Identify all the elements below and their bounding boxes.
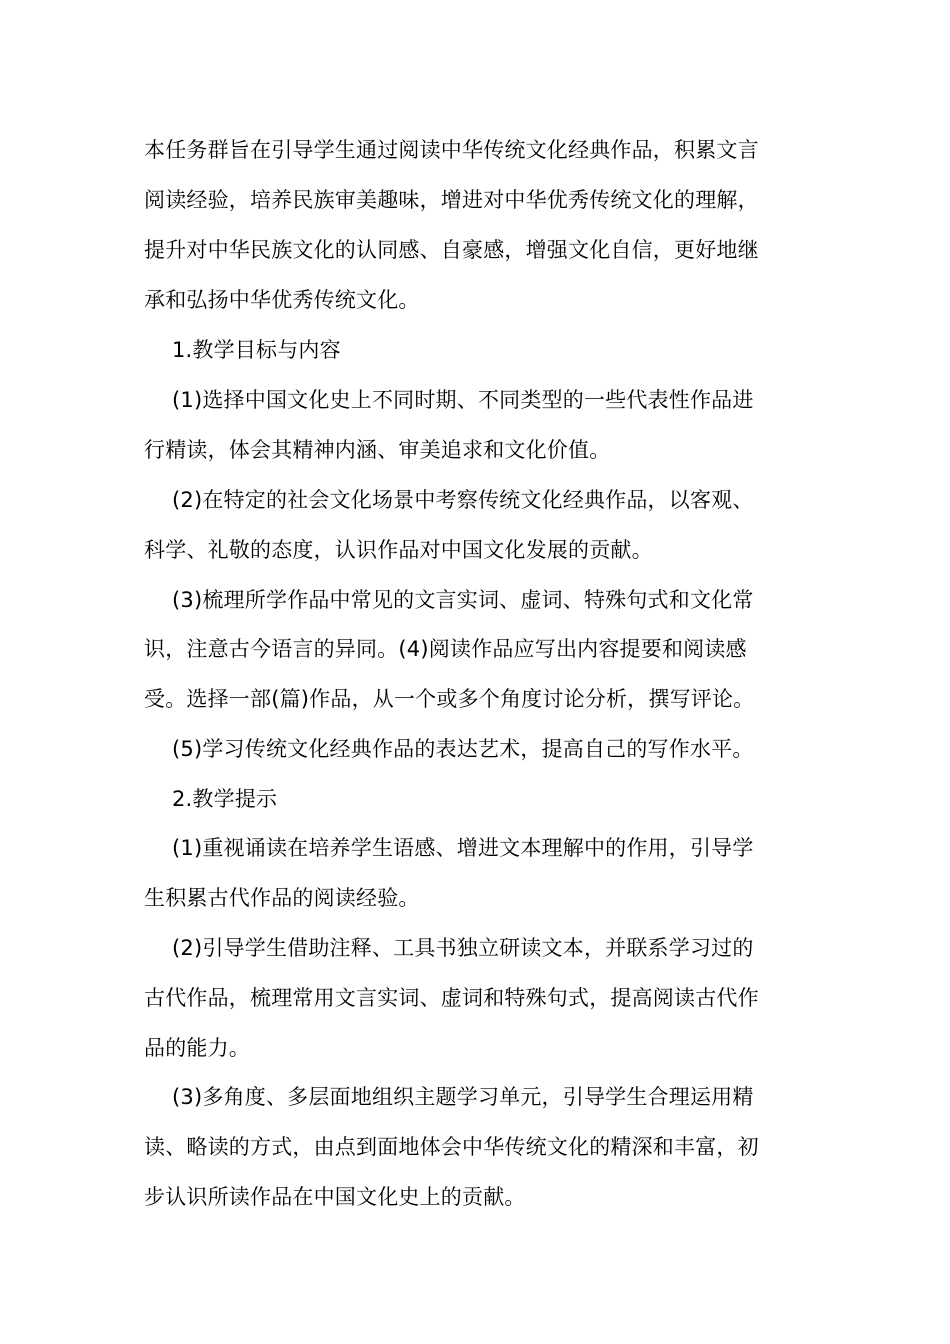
paragraph-line: 阅读经验，培养民族审美趣味，增进对中华优秀传统文化的理解， xyxy=(144,188,759,212)
paragraph-line: 古代作品，梳理常用文言实词、虚词和特殊句式，提高阅读古代作 xyxy=(144,986,759,1010)
paragraph-line: (2)引导学生借助注释、工具书独立研读文本，并联系学习过的 xyxy=(172,936,754,960)
paragraph-line: 本任务群旨在引导学生通过阅读中华传统文化经典作品，积累文言 xyxy=(144,138,759,162)
paragraph-line: 品的能力。 xyxy=(144,1036,250,1060)
paragraph-line: 识，注意古今语言的异同。(4)阅读作品应写出内容提要和阅读感 xyxy=(144,637,747,661)
paragraph-line: (1)重视诵读在培养学生语感、增进文本理解中的作用，引导学 xyxy=(172,836,754,860)
paragraph-line: (5)学习传统文化经典作品的表达艺术，提高自己的写作水平。 xyxy=(172,737,754,761)
paragraph-line: 生积累古代作品的阅读经验。 xyxy=(144,886,420,910)
paragraph-line: 承和弘扬中华优秀传统文化。 xyxy=(144,288,420,312)
paragraph-line: 行精读，体会其精神内涵、审美追求和文化价值。 xyxy=(144,438,611,462)
paragraph-line: (3)多角度、多层面地组织主题学习单元，引导学生合理运用精 xyxy=(172,1085,754,1109)
paragraph-line: 步认识所读作品在中国文化史上的贡献。 xyxy=(144,1185,526,1209)
paragraph-line: (3)梳理所学作品中常见的文言实词、虚词、特殊句式和文化常 xyxy=(172,588,754,612)
section-heading: 2.教学提示 xyxy=(172,787,278,811)
paragraph-line: 受。选择一部(篇)作品，从一个或多个角度讨论分析，撰写评论。 xyxy=(144,687,755,711)
paragraph-line: 读、略读的方式，由点到面地体会中华传统文化的精深和丰富，初 xyxy=(144,1135,759,1159)
paragraph-line: 提升对中华民族文化的认同感、自豪感，增强文化自信，更好地继 xyxy=(144,238,759,262)
paragraph-line: 科学、礼敬的态度，认识作品对中国文化发展的贡献。 xyxy=(144,538,653,562)
section-heading: 1.教学目标与内容 xyxy=(172,338,341,362)
paragraph-line: (2)在特定的社会文化场景中考察传统文化经典作品，以客观、 xyxy=(172,488,754,512)
paragraph-line: (1)选择中国文化史上不同时期、不同类型的一些代表性作品进 xyxy=(172,388,754,412)
